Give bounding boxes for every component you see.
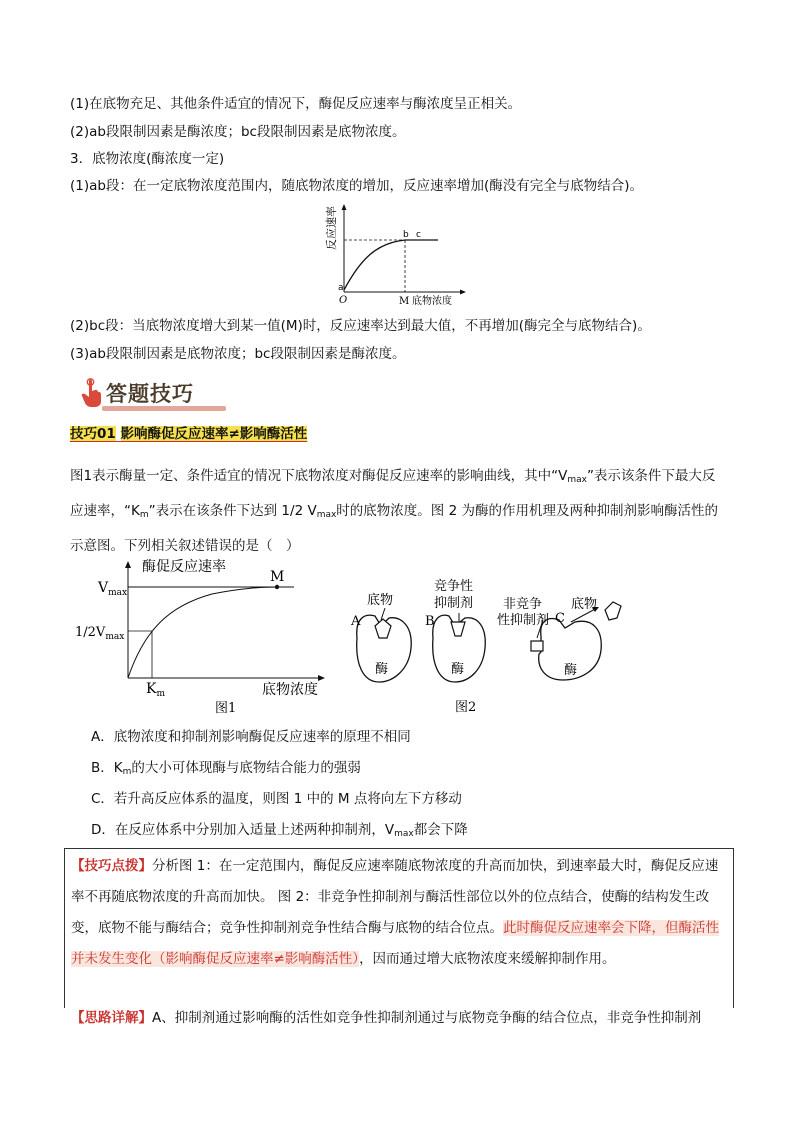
fig1-caption: 图1 [215, 701, 237, 716]
fig1-half-vmax: $1/2V_{max}$ [75, 625, 125, 642]
explanation-text: 【技巧点拨】分析图 1：在一定范围内，酶促反应速率随底物浓度的升高而加快，到速率最大时，酶促反应速率不再随底物浓度的升高而加快。 图 2：非竞争性抑制剂与酶活性部位以外的位点结合，使酶的结构发生改变，底物不能与酶结合；竞争性抑制剂竞争性结合酶与底物的结合位点。此时酶促反应速率会下降，但酶活性并未发生变化（影响酶促反应速率≠影响酶活性），因而通过增大底物浓度来缓解抑制作用。 [71, 858, 719, 967]
option-d: D．在反应体系中分别加入适量上述两种抑制剂，$V_{max}$都会下降 [91, 822, 468, 839]
fig1-m-label: M [270, 569, 285, 585]
substrate-rate-chart [320, 200, 470, 312]
point-a-label: a [338, 283, 344, 293]
fig1-vmax: $V_{max}$ [98, 580, 128, 598]
paragraph-limiting-factors: (3)ab段限制因素是底物浓度；bc段限制因素是酶浓度。 [70, 346, 406, 362]
banner-underline [102, 406, 232, 412]
fig2-enzyme-a: 酶 [375, 662, 389, 677]
fig2-competitive-label: 竞争性 [434, 579, 474, 594]
point-b-label: b [403, 230, 409, 240]
x-axis-label: 底物浓度 [412, 296, 452, 307]
highlighted-note: 此时酶促反应速率会下降，但酶活性并未发生变化（影响酶促反应速率≠影响酶活性） [71, 920, 719, 967]
fig2-noncompetitive-label-1: 非竞争 [503, 597, 543, 612]
fig1-title: 酶促反应速率 [142, 559, 226, 575]
section-heading-substrate: 3．底物浓度(酶浓度一定) [70, 151, 225, 167]
paragraph-enzyme-positive: (1)在底物充足、其他条件适宜的情况下，酶促反应速率与酶浓度呈正相关。 [70, 96, 522, 112]
fig1-km: $K_m$ [146, 681, 166, 699]
analysis-text: 【思路详解】A、抑制剂通过影响酶的活性如竞争性抑制剂通过与底物竞争酶的结合位点，非竞争性抑制剂 [71, 1010, 702, 1026]
fig1-xlabel: 底物浓度 [262, 682, 318, 698]
analysis-tag: 【思路详解】 [71, 1010, 152, 1026]
fig2-noncompetitive-label-2: 性抑制剂 [497, 613, 550, 628]
tip-title-prefix: 技巧01 [70, 426, 116, 442]
option-a: A．底物浓度和抑制剂影响酶促反应速率的原理不相同 [91, 729, 411, 745]
paragraph-ab-segment: (1)ab段：在一定底物浓度范围内，随底物浓度的增加，反应速率增加(酶没有完全与底物结合)。 [70, 178, 643, 194]
fig2-a-label: A [351, 614, 361, 629]
fig2-inhibitor-label: 抑制剂 [434, 596, 474, 611]
option-b: B．$K_m$的大小可体现酶与底物结合能力的强弱 [91, 760, 361, 777]
point-m-label: M [399, 296, 410, 307]
paragraph-ab-bc-factors: (2)ab段限制因素是酶浓度；bc段限制因素是底物浓度。 [70, 124, 406, 140]
fig2-caption: 图2 [455, 700, 477, 715]
fig2-substrate-label-2: 底物 [571, 597, 598, 612]
fig2-b-label: B [425, 614, 435, 629]
fig2-enzyme-b: 酶 [451, 662, 465, 677]
figure-2-diagram [345, 578, 645, 718]
figure-1-chart [72, 556, 337, 716]
tip-tag: 【技巧点拨】 [71, 858, 152, 874]
tip-title-text: 影响酶促反应速率≠影响酶活性 [120, 426, 308, 442]
y-axis-label: 反应速率 [325, 206, 338, 250]
fig2-substrate-label: 底物 [367, 593, 394, 608]
banner-text: 答题技巧 [106, 382, 194, 406]
fig2-enzyme-c: 酶 [564, 663, 578, 678]
question-stem: 图1表示酶量一定、条件适宜的情况下底物浓度对酶促反应速率的影响曲线，其中“$V_{max}$”表示该条件下最大反应速率，“$K_m$”表示在该条件下达到 1/2 $V_{max}$时的底物浓度。图 2 为酶的作用机理及两种抑制剂影响酶活性的示意图。下列相关叙述错误的是（ ） [70, 468, 718, 554]
answer-tips-banner [78, 374, 228, 414]
origin-label: O [339, 295, 348, 306]
fig2-c-label: C [555, 611, 565, 626]
option-c: C．若升高反应体系的温度，则图 1 中的 M 点将向左下方移动 [91, 791, 462, 807]
point-c-label: c [416, 230, 421, 240]
paragraph-bc-segment: (2)bc段：当底物浓度增大到某一值(M)时，反应速率达到最大值，不再增加(酶完全与底物结合)。 [70, 318, 651, 334]
hand-pointer-icon [80, 378, 104, 408]
tip-title [70, 422, 307, 442]
